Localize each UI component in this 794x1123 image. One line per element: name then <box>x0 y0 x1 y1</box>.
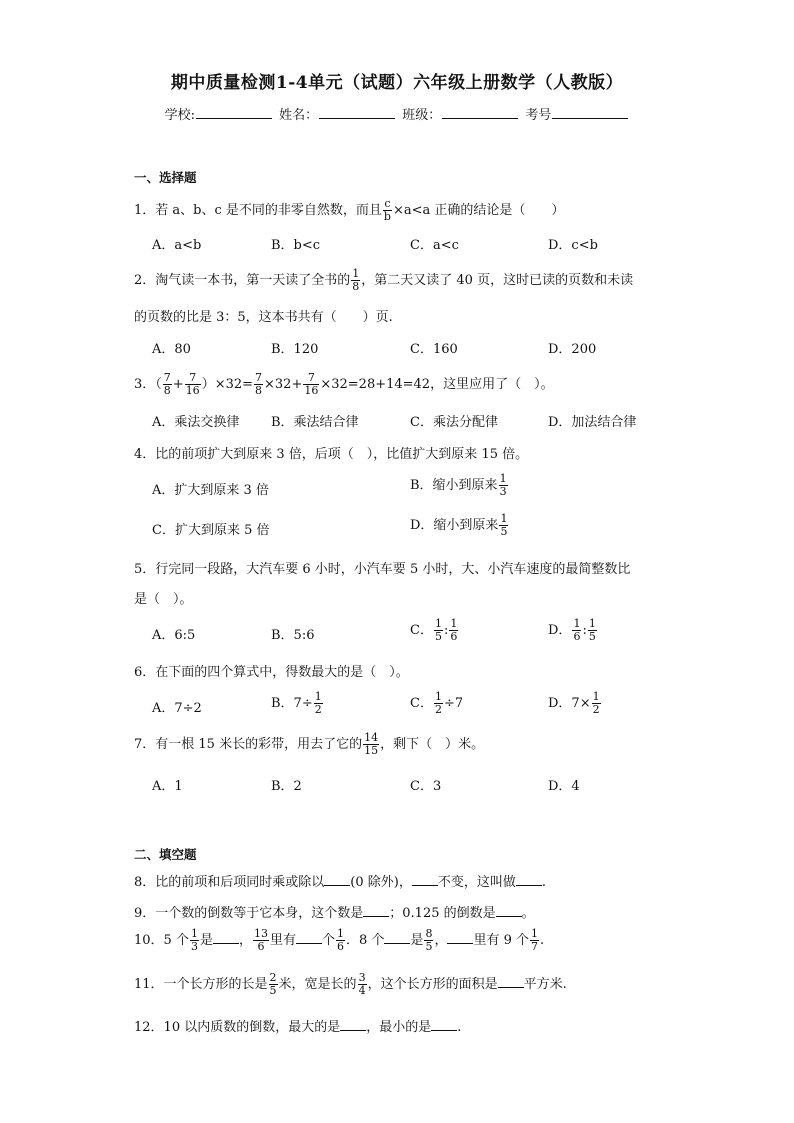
question-11: 11．一个长方形的长是 $\frac{2}{5}$ 米，宽是长的 $\frac{3}{4}$ ，这个长方形的面积是 平方米. <box>134 971 567 997</box>
answer-blank[interactable] <box>340 1019 366 1031</box>
answer-blank[interactable] <box>412 874 438 886</box>
q2-option-d[interactable]: D．200 <box>548 342 597 357</box>
fraction: $\frac{1}{2}$ <box>314 690 322 716</box>
class-label: 班级： <box>402 108 442 123</box>
number-blank[interactable] <box>552 106 628 119</box>
fraction: $\frac{1}{6}$ <box>573 617 581 643</box>
question-3: 3．（ $\frac{7}{8}$ + $\frac{7}{16}$ ）×32= $\frac{7}{8}$ ×32+ $\frac{7}{16}$ ×32=28+14=42，这里应用了（ ）。 <box>134 371 554 397</box>
fraction: $\frac{1}{5}$ <box>588 617 596 643</box>
answer-blank[interactable] <box>384 932 410 944</box>
q1-option-b[interactable]: B．b<c <box>271 238 321 253</box>
q4-option-c[interactable]: C．扩大到原来 5 倍 <box>152 523 270 538</box>
number-label: 考号 <box>525 108 552 123</box>
q5-option-a[interactable]: A．6:5 <box>152 628 196 643</box>
question-5: 5．行完同一段路，大汽车要 6 小时，小汽车要 5 小时，大、小汽车速度的最简整数比 <box>134 562 631 577</box>
q1-option-a[interactable]: A．a<b <box>152 238 202 253</box>
fraction: $\frac{1}{5}$ <box>500 512 508 538</box>
q1-option-c[interactable]: C．a<c <box>410 238 459 253</box>
student-info-line <box>0 104 794 123</box>
q2-option-c[interactable]: C．160 <box>410 342 458 357</box>
q7-option-d[interactable]: D．4 <box>548 779 580 794</box>
answer-blank[interactable] <box>324 874 350 886</box>
page-title: 期中质量检测1-4单元（试题）六年级上册数学（人教版） <box>170 73 624 93</box>
answer-blank[interactable] <box>213 932 239 944</box>
q3-option-a[interactable]: A．乘法交换律 <box>152 415 240 430</box>
name-blank[interactable] <box>319 106 395 119</box>
fraction: $\frac{7}{16}$ <box>304 371 319 397</box>
q4-option-a[interactable]: A．扩大到原来 3 倍 <box>152 483 269 498</box>
q5-option-b[interactable]: B．5:6 <box>271 628 315 643</box>
q7-option-c[interactable]: C．3 <box>410 779 442 794</box>
question-4: 4．比的前项扩大到原来 3 倍，后项（ ），比值扩大到原来 15 倍。 <box>134 447 529 462</box>
section-fill-heading: 二、填空题 <box>134 847 197 862</box>
question-12: 12．10 以内质数的倒数，最大的是 ，最小的是 . <box>134 1020 462 1035</box>
q3-option-d[interactable]: D．加法结合律 <box>548 415 637 430</box>
fraction: $\frac{14}{15}$ <box>364 731 379 757</box>
school-label: 学校: <box>164 108 195 123</box>
answer-blank[interactable] <box>496 905 522 917</box>
fraction: $\frac{1}{7}$ <box>531 927 538 953</box>
question-7: 7．有一根 15 米长的彩带，用去了它的 $\frac{14}{15}$ ，剩下（ ）米。 <box>134 731 485 757</box>
fraction: $\frac{1}{2}$ <box>434 690 442 716</box>
question-5-cont: 是（ ）。 <box>134 592 193 607</box>
fraction: $\frac{7}{8}$ <box>255 371 263 397</box>
answer-blank[interactable] <box>296 932 322 944</box>
q6-option-d[interactable]: D．7× $\frac{1}{2}$ <box>548 690 600 716</box>
q6-option-c[interactable]: C． $\frac{1}{2}$ ÷7 <box>410 690 464 716</box>
fraction: $\frac{1}{8}$ <box>352 267 360 293</box>
fraction: $\frac{1}{3}$ <box>190 927 198 953</box>
fraction: $\frac{c}{b}$ <box>383 197 391 223</box>
q6-option-b[interactable]: B．7÷ $\frac{1}{2}$ <box>271 690 322 716</box>
school-blank[interactable] <box>196 106 272 119</box>
q5-option-d[interactable]: D． $\frac{1}{6}$ : $\frac{1}{5}$ <box>548 617 596 643</box>
question-9: 9．一个数的倒数等于它本身，这个数是 ；0.125 的倒数是 。 <box>134 906 535 921</box>
question-2: 2．淘气读一本书，第一天读了全书的 $\frac{1}{8}$ ，第二天又读了 40 页，这时已读的页数和未读 <box>134 267 634 293</box>
q4-option-b[interactable]: B．缩小到原来 $\frac{1}{3}$ <box>410 472 507 498</box>
answer-blank[interactable] <box>431 1019 457 1031</box>
fraction: $\frac{2}{5}$ <box>269 971 277 997</box>
fraction: $\frac{1}{6}$ <box>337 927 345 953</box>
q3-option-b[interactable]: B．乘法结合律 <box>271 415 359 430</box>
answer-blank[interactable] <box>516 874 542 886</box>
question-8: 8．比的前项和后项同时乘或除以 (0 除外)， 不变，这叫做 . <box>134 875 546 890</box>
question-2-cont: 的页数的比是 3：5，这本书共有（ ）页. <box>134 310 393 325</box>
class-blank[interactable] <box>442 106 518 119</box>
answer-blank[interactable] <box>447 932 473 944</box>
q2-option-a[interactable]: A．80 <box>152 342 191 357</box>
q5-option-c[interactable]: C． $\frac{1}{5}$ : $\frac{1}{6}$ <box>410 617 458 643</box>
q7-option-a[interactable]: A．1 <box>152 779 183 794</box>
answer-blank[interactable] <box>363 905 389 917</box>
fraction: $\frac{7}{16}$ <box>185 371 200 397</box>
q3-option-c[interactable]: C．乘法分配律 <box>410 415 498 430</box>
question-10: 10．5 个 $\frac{1}{3}$ 是 ， $\frac{13}{6}$ 里有 个 $\frac{1}{6}$ ．8 个 是 $\frac{8}{5}$ ， 里有 9 个 $\frac{1}{7}$ . <box>134 927 545 953</box>
section-choice-heading: 一、选择题 <box>134 170 197 185</box>
fraction: $\frac{1}{2}$ <box>592 690 600 716</box>
question-6: 6．在下面的四个算式中，得数最大的是（ ）。 <box>134 665 409 680</box>
answer-blank[interactable] <box>498 976 524 988</box>
name-label: 姓名： <box>279 108 319 123</box>
fraction: $\frac{13}{6}$ <box>253 927 268 953</box>
fraction: $\frac{1}{6}$ <box>450 617 458 643</box>
fraction: $\frac{1}{5}$ <box>434 617 442 643</box>
q7-option-b[interactable]: B．2 <box>271 779 302 794</box>
fraction: $\frac{3}{4}$ <box>358 971 366 997</box>
fraction: $\frac{1}{3}$ <box>499 472 507 498</box>
fraction: $\frac{7}{8}$ <box>163 371 171 397</box>
q1-option-d[interactable]: D．c<b <box>548 238 598 253</box>
q4-option-d[interactable]: D．缩小到原来 $\frac{1}{5}$ <box>410 512 508 538</box>
fraction: $\frac{8}{5}$ <box>425 927 433 953</box>
question-1: 1．若 a、b、c 是不同的非零自然数，而且 $\frac{c}{b}$ ×a<a 正确的结论是（ ） <box>134 197 565 223</box>
q6-option-a[interactable]: A．7÷2 <box>152 701 202 716</box>
q2-option-b[interactable]: B．120 <box>271 342 319 357</box>
